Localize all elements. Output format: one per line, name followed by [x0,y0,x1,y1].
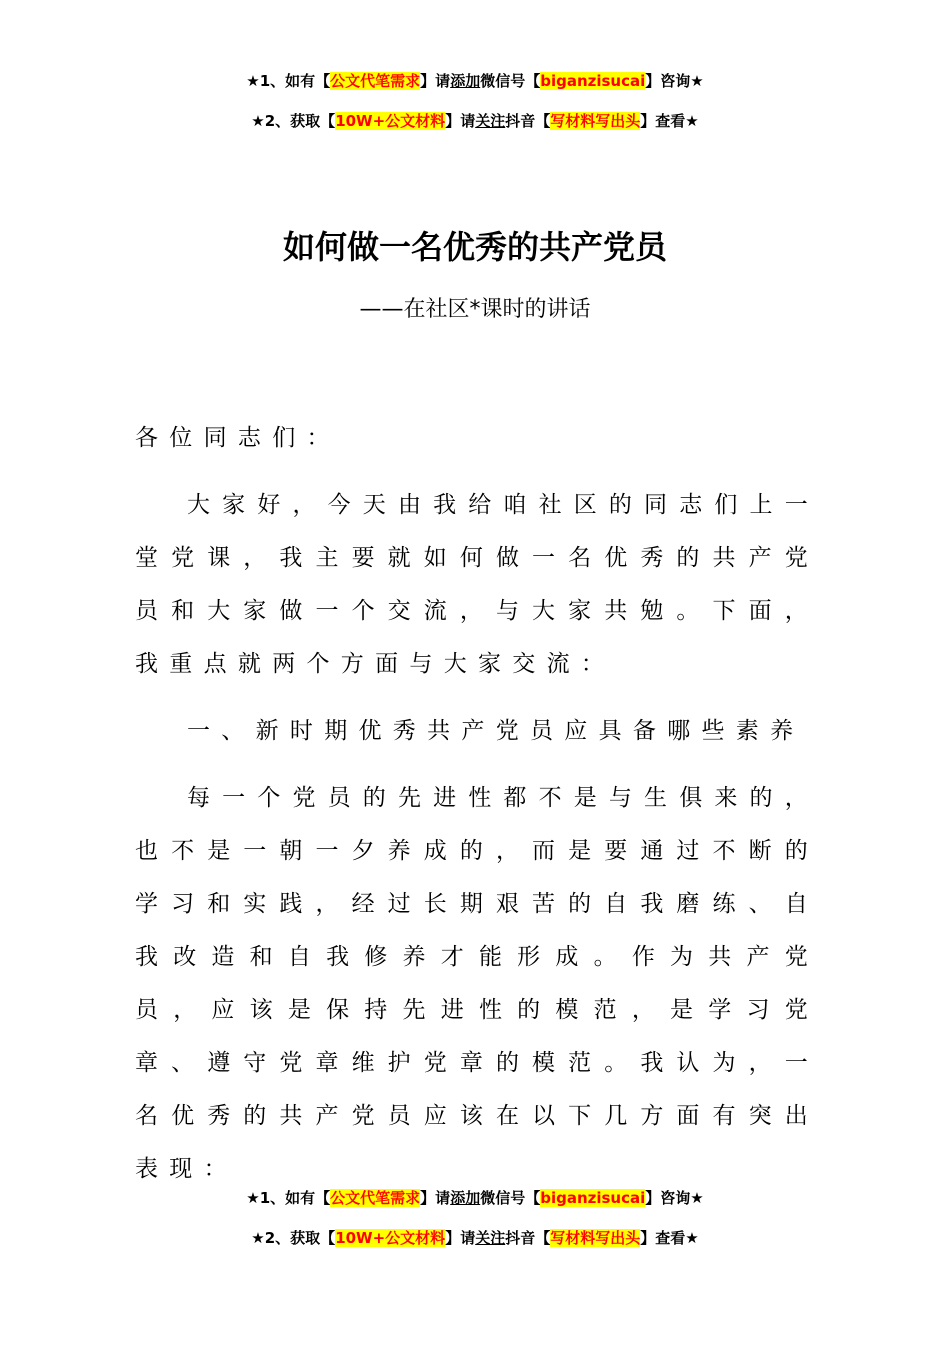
banner-line-2: ★2、获取【10W+公文材料】请关注抖音【写材料写出头】查看★ [251,1229,699,1247]
section-heading: 一、新时期优秀共产党员应具备哪些素养 [187,718,805,744]
highlight-text: 公文代笔需求 [330,72,421,90]
underlined-text: 添加 [450,72,481,90]
underlined-text: 添加 [450,1189,481,1207]
document-subtitle: ——在社区*课时的讲话 [359,297,591,322]
highlight-text: 写材料写出头 [550,1229,641,1247]
underlined-text: 关注 [475,112,506,130]
banner-line-1: ★1、如有【公文代笔需求】请添加微信号【biganzisucai】咨询★ [246,72,704,90]
footer-banner [0,1187,950,1267]
paragraph-intro: 大家好，今天由我给咱社区的同志们上一堂党课，我主要就如何做一名优秀的共产党员和大家做一个交流，与大家共勉。下面，我重点就两个方面与大家交流： [135,492,819,677]
document-title: 如何做一名优秀的共产党员 [282,228,667,266]
banner-line-2: ★2、获取【10W+公文材料】请关注抖音【写材料写出头】查看★ [251,112,699,130]
underlined-text: 关注 [475,1229,506,1247]
highlight-text: biganzisucai [540,1189,646,1207]
banner-line-1: ★1、如有【公文代笔需求】请添加微信号【biganzisucai】咨询★ [246,1189,704,1207]
document-body [135,412,819,1196]
highlight-text: 10W+公文材料 [335,112,446,130]
highlight-text: 写材料写出头 [550,112,641,130]
highlight-text: biganzisucai [540,72,646,90]
salutation: 各位同志们： [135,425,341,451]
paragraph-body: 每一个党员的先进性都不是与生俱来的，也不是一朝一夕养成的，而是要通过不断的学习和实践，经过长期艰苦的自我磨练、自我改造和自我修养才能形成。作为共产党员，应该是保持先进性的模范，是学习党章、遵守党章维护党章的模范。我认为，一名优秀的共产党员应该在以下几方面有突出表现： [135,785,819,1182]
highlight-text: 10W+公文材料 [335,1229,446,1247]
header-banner [0,70,950,150]
highlight-text: 公文代笔需求 [330,1189,421,1207]
